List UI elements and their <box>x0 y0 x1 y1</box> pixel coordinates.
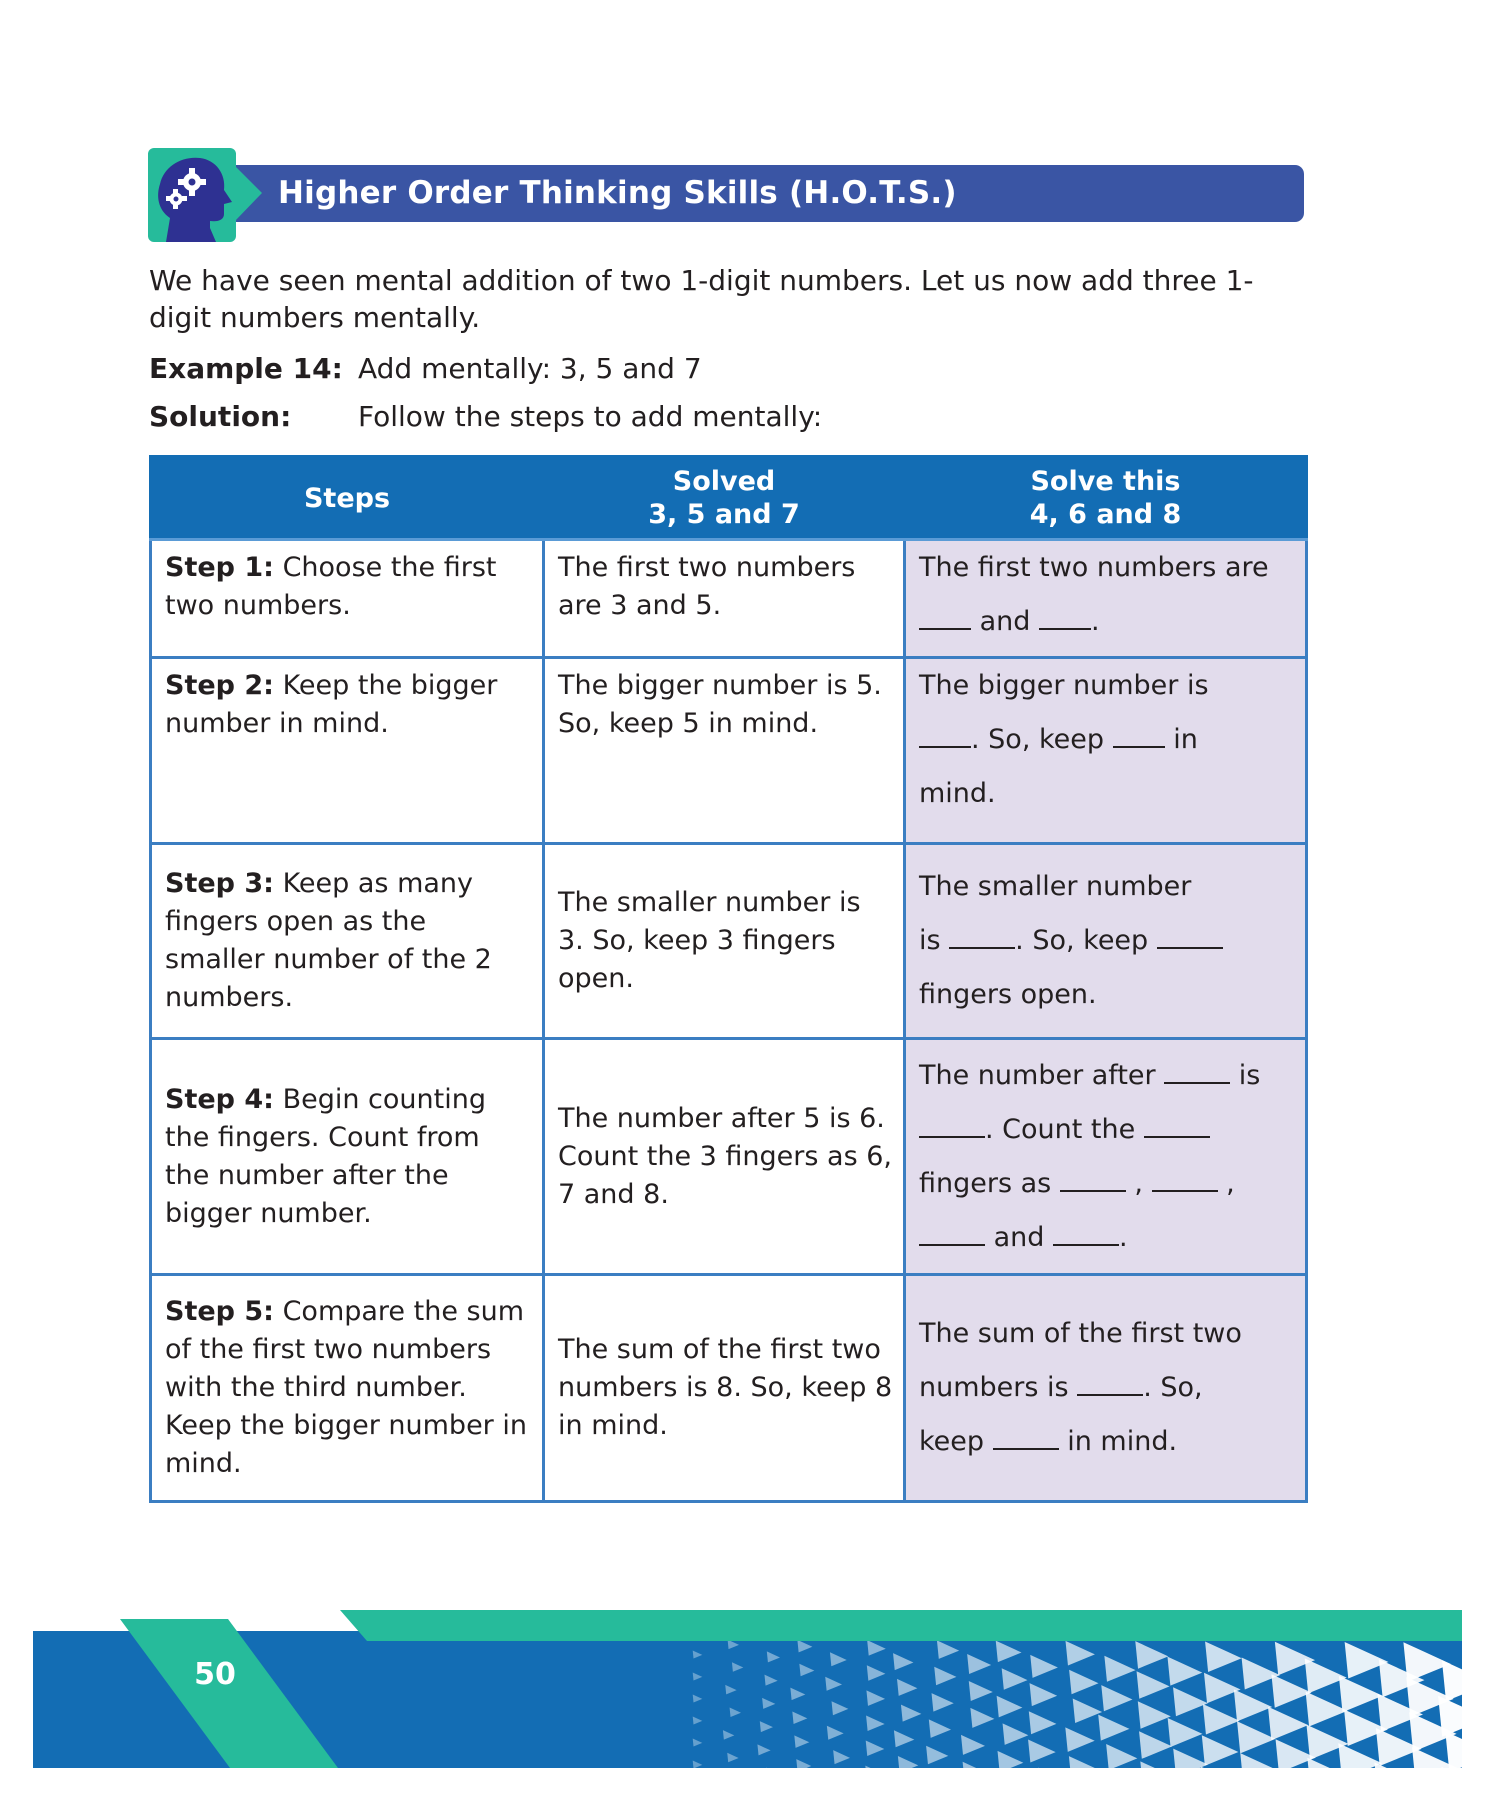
solve-this-cell <box>905 1039 1307 1275</box>
solution-row <box>149 400 822 433</box>
hots-title: Higher Order Thinking Skills (H.O.T.S.) <box>278 175 957 211</box>
header-solve-this: Solve this 4, 6 and 8 <box>905 457 1307 540</box>
answer-blank[interactable] <box>993 1426 1059 1450</box>
solved-cell <box>544 844 905 1039</box>
step-text: Keep the bigger number in mind. <box>165 670 498 739</box>
solve-this-cell <box>905 844 1307 1039</box>
footer-accent-stripe <box>340 1610 1462 1641</box>
step-text: Begin counting the fingers. Count from the number after the bigger number. <box>165 1083 486 1229</box>
banner-arrow-shape <box>234 165 262 222</box>
step-label: Step 3: <box>165 868 274 899</box>
answer-blank[interactable] <box>1039 606 1091 630</box>
answer-blank[interactable] <box>919 724 971 748</box>
solution-text: Follow the steps to add mentally: <box>358 400 823 433</box>
solved-text: The bigger number is 5. So, keep 5 in mind. <box>558 670 882 739</box>
answer-blank[interactable] <box>919 1222 985 1246</box>
answer-line: . Count the <box>919 1103 1295 1157</box>
answer-line: . So, keep in <box>919 713 1295 767</box>
solve-this-cell <box>905 658 1307 844</box>
solved-cell <box>544 658 905 844</box>
answer-blank[interactable] <box>1152 1168 1218 1192</box>
step-label: Step 4: <box>165 1083 274 1115</box>
answer-line: numbers is . So, <box>919 1372 1203 1403</box>
table-header-row <box>151 457 1307 540</box>
step-text: Choose the first two numbers. <box>165 552 497 621</box>
answer-blank[interactable] <box>1157 925 1223 949</box>
solved-text: The first two numbers are 3 and 5. <box>558 552 856 621</box>
answer-line: The sum of the first two <box>919 1318 1242 1349</box>
answer-blank[interactable] <box>949 925 1015 949</box>
answer-blank[interactable] <box>1077 1372 1143 1396</box>
solved-cell <box>544 540 905 658</box>
header-solved: Solved 3, 5 and 7 <box>544 457 905 540</box>
answer-line: The bigger number is <box>919 670 1209 701</box>
answer-blank[interactable] <box>1113 724 1165 748</box>
answer-blank[interactable] <box>919 1114 985 1138</box>
solved-cell <box>544 1275 905 1502</box>
step-cell <box>151 844 544 1039</box>
step-cell <box>151 658 544 844</box>
table-row <box>151 1275 1307 1502</box>
solved-text: The number after 5 is 6. Count the 3 fingers as 6, 7 and 8. <box>558 1102 892 1210</box>
answer-blank[interactable] <box>1060 1168 1126 1192</box>
table-row <box>151 540 1307 658</box>
table-row <box>151 658 1307 844</box>
answer-line: fingers open. <box>919 979 1097 1010</box>
solved-text: The sum of the first two numbers is 8. So, keep 8 in mind. <box>558 1334 893 1441</box>
answer-line: fingers as , , <box>919 1167 1235 1199</box>
step-label: Step 5: <box>165 1296 274 1327</box>
step-cell <box>151 1039 544 1275</box>
steps-table <box>149 455 1308 1503</box>
answer-line: The smaller number <box>919 871 1192 902</box>
hots-banner <box>148 148 1306 242</box>
answer-line: The number after is <box>919 1059 1261 1091</box>
table-row <box>151 1039 1307 1275</box>
step-cell <box>151 540 544 658</box>
answer-line: is . So, keep <box>919 914 1295 968</box>
step-text: Compare the sum of the first two numbers with the third number. Keep the bigger number in mind. <box>165 1296 527 1479</box>
answer-blank[interactable] <box>1144 1114 1210 1138</box>
step-label: Step 2: <box>165 670 274 701</box>
table-row <box>151 844 1307 1039</box>
solve-this-cell <box>905 1275 1307 1502</box>
answer-blank[interactable] <box>1053 1222 1119 1246</box>
solution-label: Solution: <box>149 400 292 433</box>
solved-text: The smaller number is 3. So, keep 3 fingers open. <box>558 887 861 994</box>
example-label: Example 14: <box>149 352 343 385</box>
answer-line: and . <box>919 595 1295 649</box>
intro-paragraph: We have seen mental addition of two 1-digit numbers. Let us now add three 1-digit numbers mentally. <box>149 264 1254 334</box>
answer-blank[interactable] <box>919 606 971 630</box>
example-row <box>149 352 702 385</box>
answer-line: keep in mind. <box>919 1426 1178 1457</box>
step-cell <box>151 1275 544 1502</box>
answer-line: and . <box>919 1211 1295 1265</box>
solve-this-cell <box>905 540 1307 658</box>
page-footer <box>0 1600 1494 1800</box>
answer-blank[interactable] <box>1164 1060 1230 1084</box>
header-steps: Steps <box>151 457 544 540</box>
answer-line: The first two numbers are <box>919 552 1269 583</box>
solved-cell <box>544 1039 905 1275</box>
step-text: Keep as many fingers open as the smaller number of the 2 numbers. <box>165 868 492 1013</box>
page-number: 50 <box>194 1657 236 1692</box>
step-label: Step 1: <box>165 552 274 583</box>
example-text: Add mentally: 3, 5 and 7 <box>358 352 702 385</box>
head-with-gears-icon <box>148 148 236 242</box>
answer-line: mind. <box>919 778 996 809</box>
